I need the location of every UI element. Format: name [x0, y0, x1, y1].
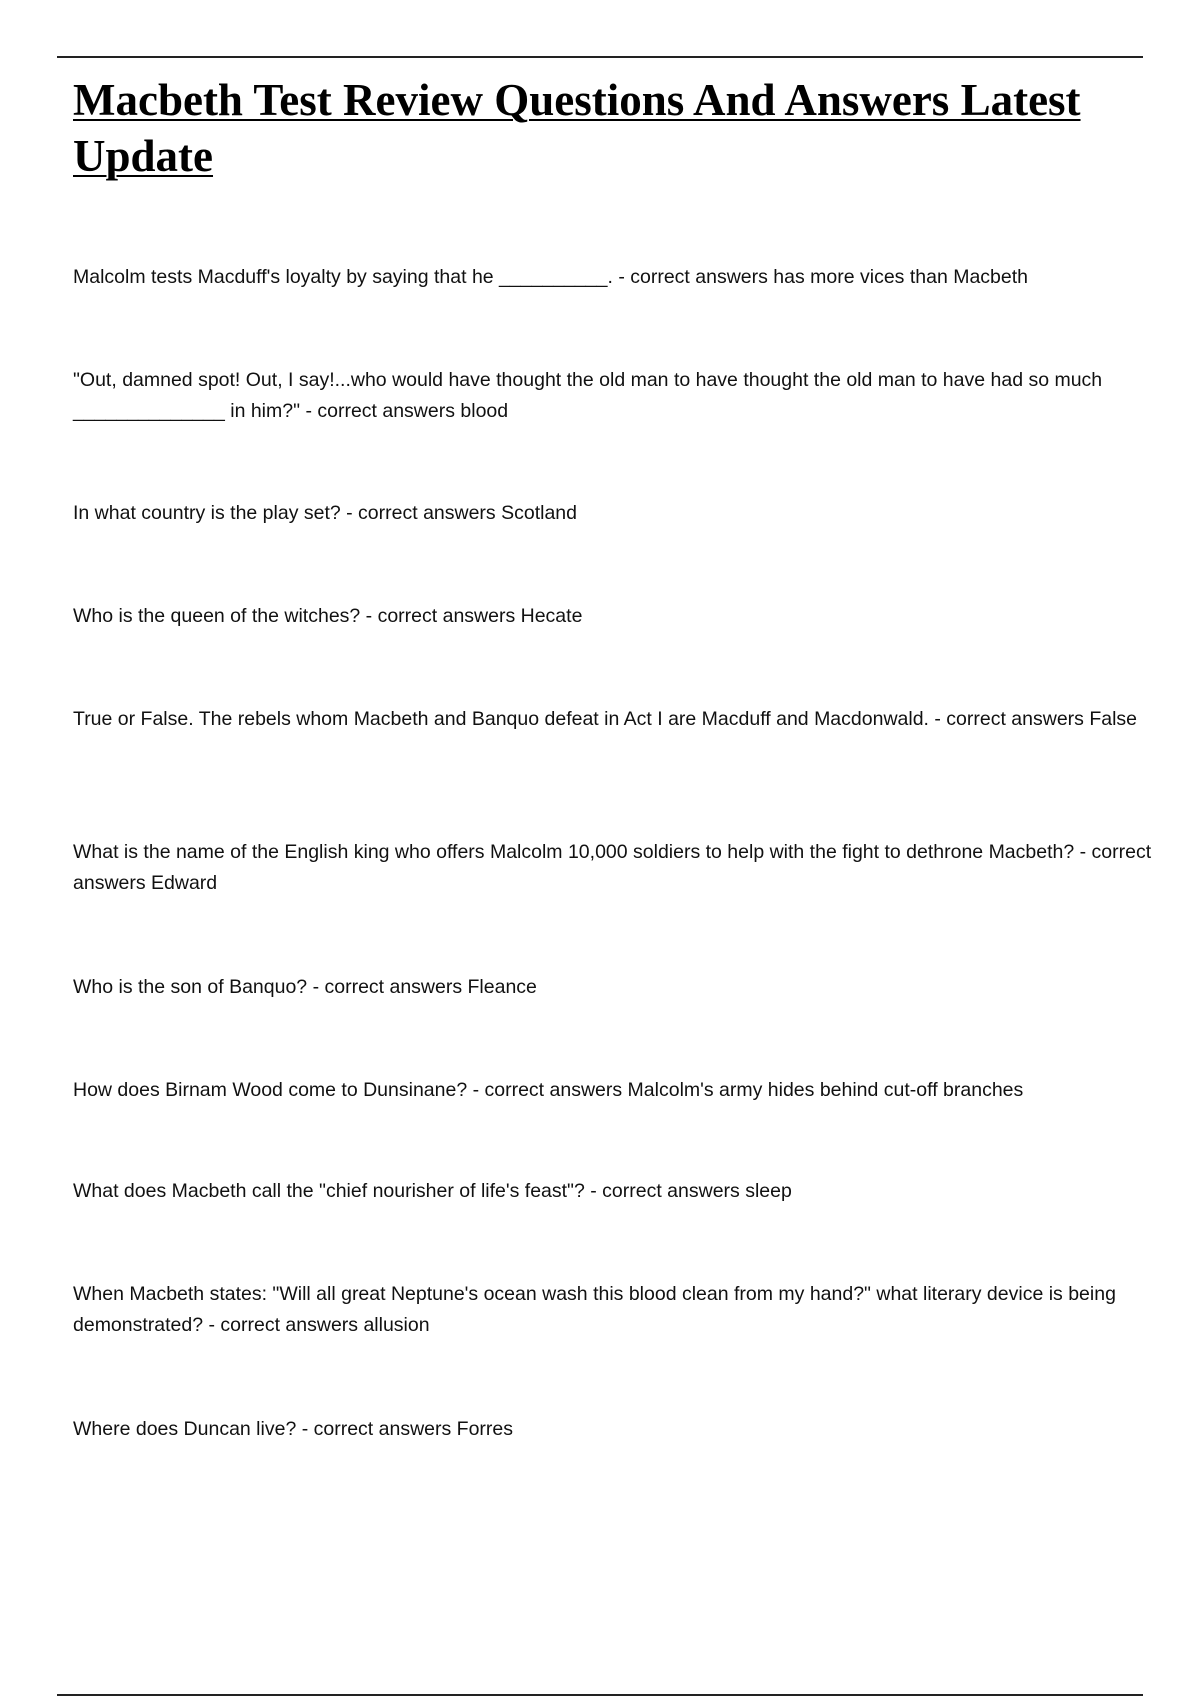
qa-item-9: What does Macbeth call the "chief nourisher of life's feast"? - correct answers sleep [73, 1180, 792, 1202]
qa-item-4: Who is the queen of the witches? - correct answers Hecate [73, 605, 583, 627]
qa-item-8: How does Birnam Wood come to Dunsinane? - correct answers Malcolm's army hides behind cut-off branches [73, 1079, 1024, 1101]
footer-rule [57, 1694, 1143, 1696]
qa-item-3: In what country is the play set? - correct answers Scotland [73, 502, 577, 524]
qa-item-7: Who is the son of Banquo? - correct answers Fleance [73, 976, 537, 998]
qa-item-5: True or False. The rebels whom Macbeth and Banquo defeat in Act I are Macduff and Macdonwald. - correct answers False [73, 708, 1138, 730]
qa-item-1: Malcolm tests Macduff's loyalty by saying that he __________. - correct answers has more vices than Macbeth [73, 266, 1028, 288]
document-title: Macbeth Test Review Questions And Answers Latest Update [73, 75, 1081, 181]
qa-item-10: When Macbeth states: "Will all great Neptune's ocean wash this blood clean from my hand?" what literary device is being demonstrated? - correct answers allusion [73, 1283, 1116, 1336]
header-rule [57, 56, 1143, 58]
qa-item-2: "Out, damned spot! Out, I say!...who would have thought the old man to have thought the old man to have had so much ______________ in him?" - correct answers blood [73, 369, 1103, 422]
qa-item-11: Where does Duncan live? - correct answers Forres [73, 1418, 513, 1440]
qa-item-6: What is the name of the English king who offers Malcolm 10,000 soldiers to help with the fight to dethrone Macbeth? - correct answers Edward [73, 841, 1152, 894]
